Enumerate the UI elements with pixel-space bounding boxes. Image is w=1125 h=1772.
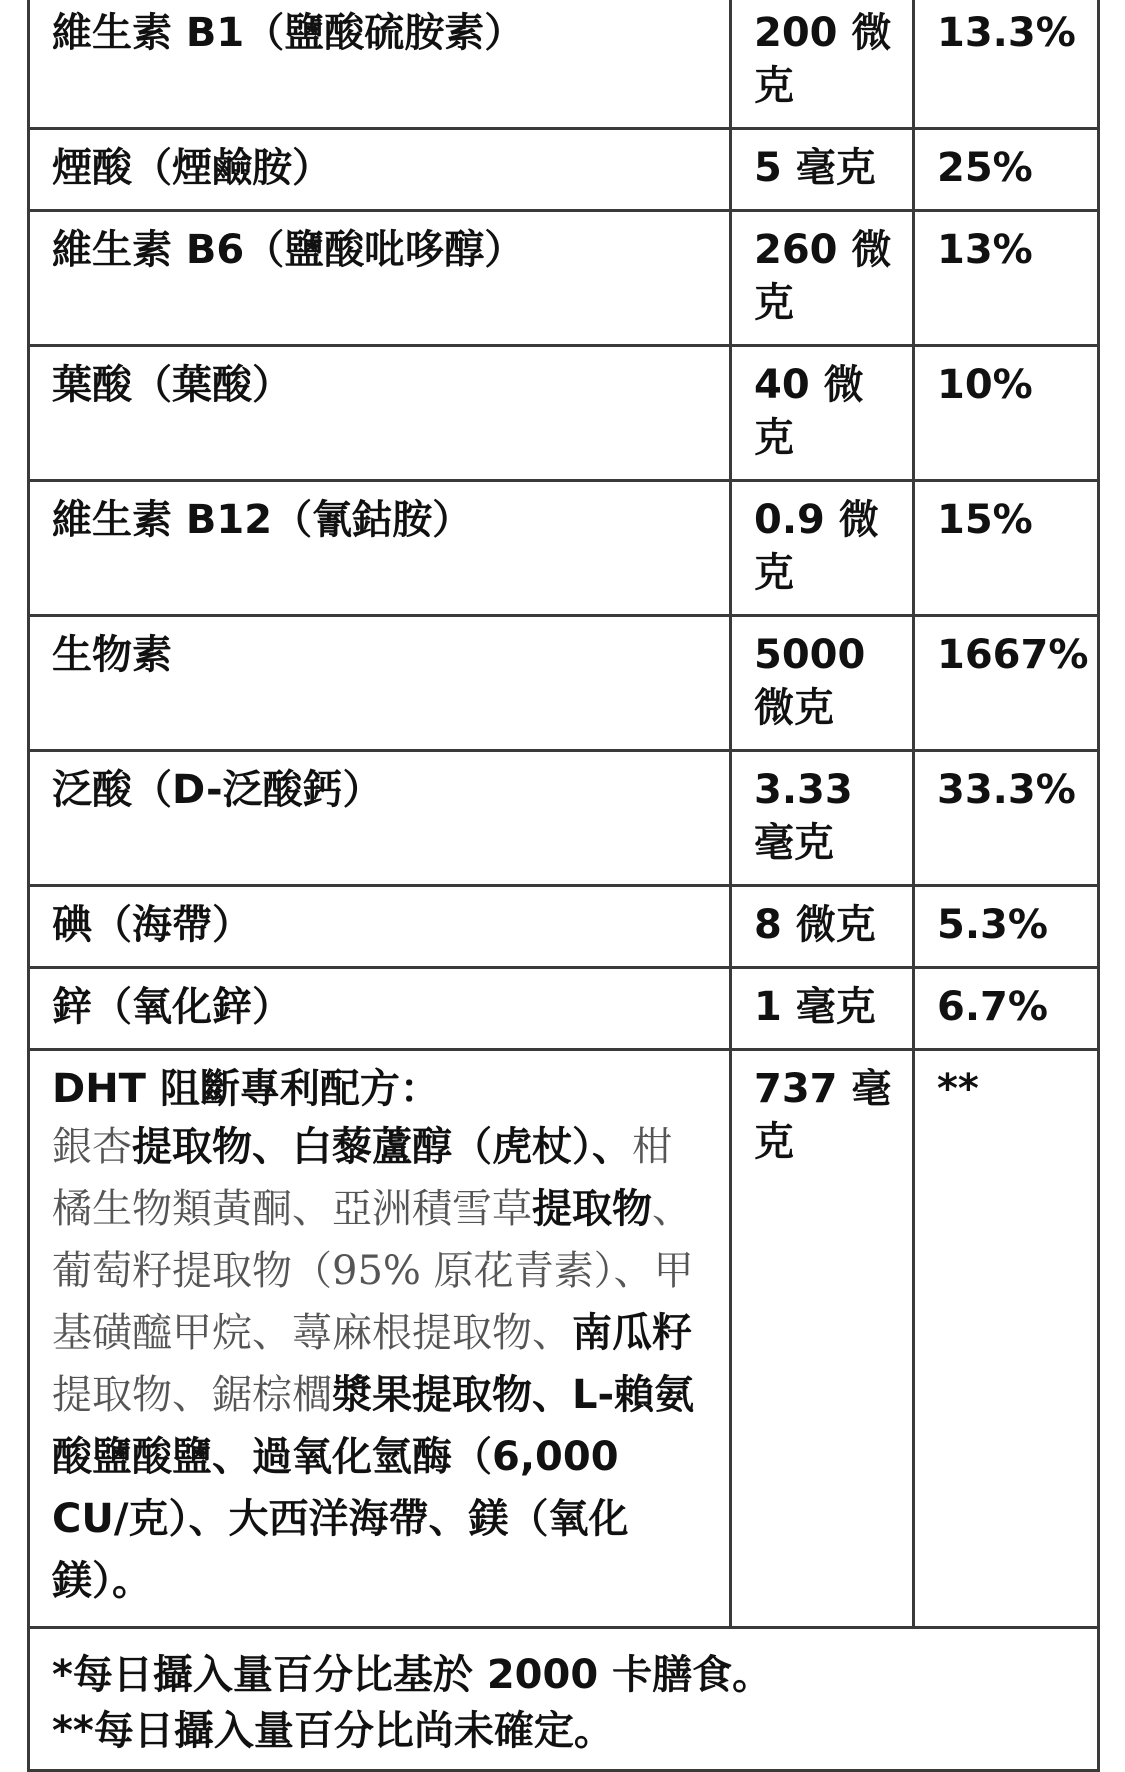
blend-segment: 銀杏 [52, 1124, 132, 1170]
nutrient-amount: 5 毫克 [731, 129, 914, 211]
nutrient-name: 煙酸（煙鹼胺） [29, 129, 731, 211]
nutrient-name: 維生素 B1（鹽酸硫胺素） [29, 0, 731, 129]
nutrient-name: 碘（海帶） [29, 886, 731, 968]
blend-title: DHT 阻斷專利配方： [52, 1066, 440, 1112]
nutrient-daily-value: 25% [914, 129, 1099, 211]
nutrient-name: 鋅（氧化鋅） [29, 968, 731, 1050]
nutrient-amount: 40 微克 [731, 346, 914, 481]
nutrient-amount: 0.9 微克 [731, 481, 914, 616]
table-row [29, 129, 1099, 211]
footnote-row [29, 1628, 1099, 1771]
footnote-not-established: **每日攝入量百分比尚未確定。 [52, 1708, 614, 1754]
blend-segment: 柑橘生物類黃酮、亞洲積雪草 [52, 1124, 672, 1232]
nutrient-amount: 5000 微克 [731, 616, 914, 751]
nutrient-name: 維生素 B6（鹽酸吡哆醇） [29, 211, 731, 346]
table-row [29, 0, 1099, 129]
nutrient-rows [29, 0, 1099, 1771]
nutrient-amount: 1 毫克 [731, 968, 914, 1050]
blend-segment: 提取物、白藜蘆醇（虎杖）、 [132, 1124, 632, 1170]
blend-row [29, 1050, 1099, 1628]
blend-segment: 、葡萄籽提取物（95% 原花青素）、甲基磺醯甲烷、蕁麻根提取物、 [52, 1186, 694, 1356]
blend-daily-value: ** [914, 1050, 1099, 1628]
blend-segment: 漿果提取物、L-賴氨酸鹽酸鹽、過氧化氫酶（6,000 CU/克）、大西洋海帶、鎂（氧化鎂）。 [52, 1372, 695, 1604]
nutrient-daily-value: 13% [914, 211, 1099, 346]
nutrient-daily-value: 13.3% [914, 0, 1099, 129]
footnote-daily-value: *每日攝入量百分比基於 2000 卡膳食。 [52, 1652, 773, 1698]
nutrient-name: 泛酸（D-泛酸鈣） [29, 751, 731, 886]
nutrient-name: 維生素 B12（氰鈷胺） [29, 481, 731, 616]
nutrient-amount: 260 微克 [731, 211, 914, 346]
nutrient-name: 生物素 [29, 616, 731, 751]
blend-segment: 南瓜籽 [572, 1310, 692, 1356]
blend-segment: 提取物 [532, 1186, 652, 1232]
table-row [29, 616, 1099, 751]
nutrient-name: 葉酸（葉酸） [29, 346, 731, 481]
nutrient-daily-value: 33.3% [914, 751, 1099, 886]
table-row [29, 886, 1099, 968]
nutrient-amount: 200 微克 [731, 0, 914, 129]
nutrient-daily-value: 6.7% [914, 968, 1099, 1050]
nutrient-daily-value: 1667% [914, 616, 1099, 751]
table-row [29, 751, 1099, 886]
table-row [29, 346, 1099, 481]
nutrient-daily-value: 10% [914, 346, 1099, 481]
blend-segment: 提取物、鋸棕櫚 [52, 1372, 332, 1418]
blend-ingredients [52, 1116, 707, 1612]
blend-cell [29, 1050, 731, 1628]
supplement-facts-table [27, 0, 1100, 1772]
nutrient-amount: 8 微克 [731, 886, 914, 968]
table-row [29, 481, 1099, 616]
nutrient-daily-value: 15% [914, 481, 1099, 616]
footnote-cell [29, 1628, 1099, 1771]
nutrient-amount: 3.33 毫克 [731, 751, 914, 886]
nutrient-daily-value: 5.3% [914, 886, 1099, 968]
table-row [29, 968, 1099, 1050]
table-row [29, 211, 1099, 346]
blend-amount: 737 毫克 [731, 1050, 914, 1628]
